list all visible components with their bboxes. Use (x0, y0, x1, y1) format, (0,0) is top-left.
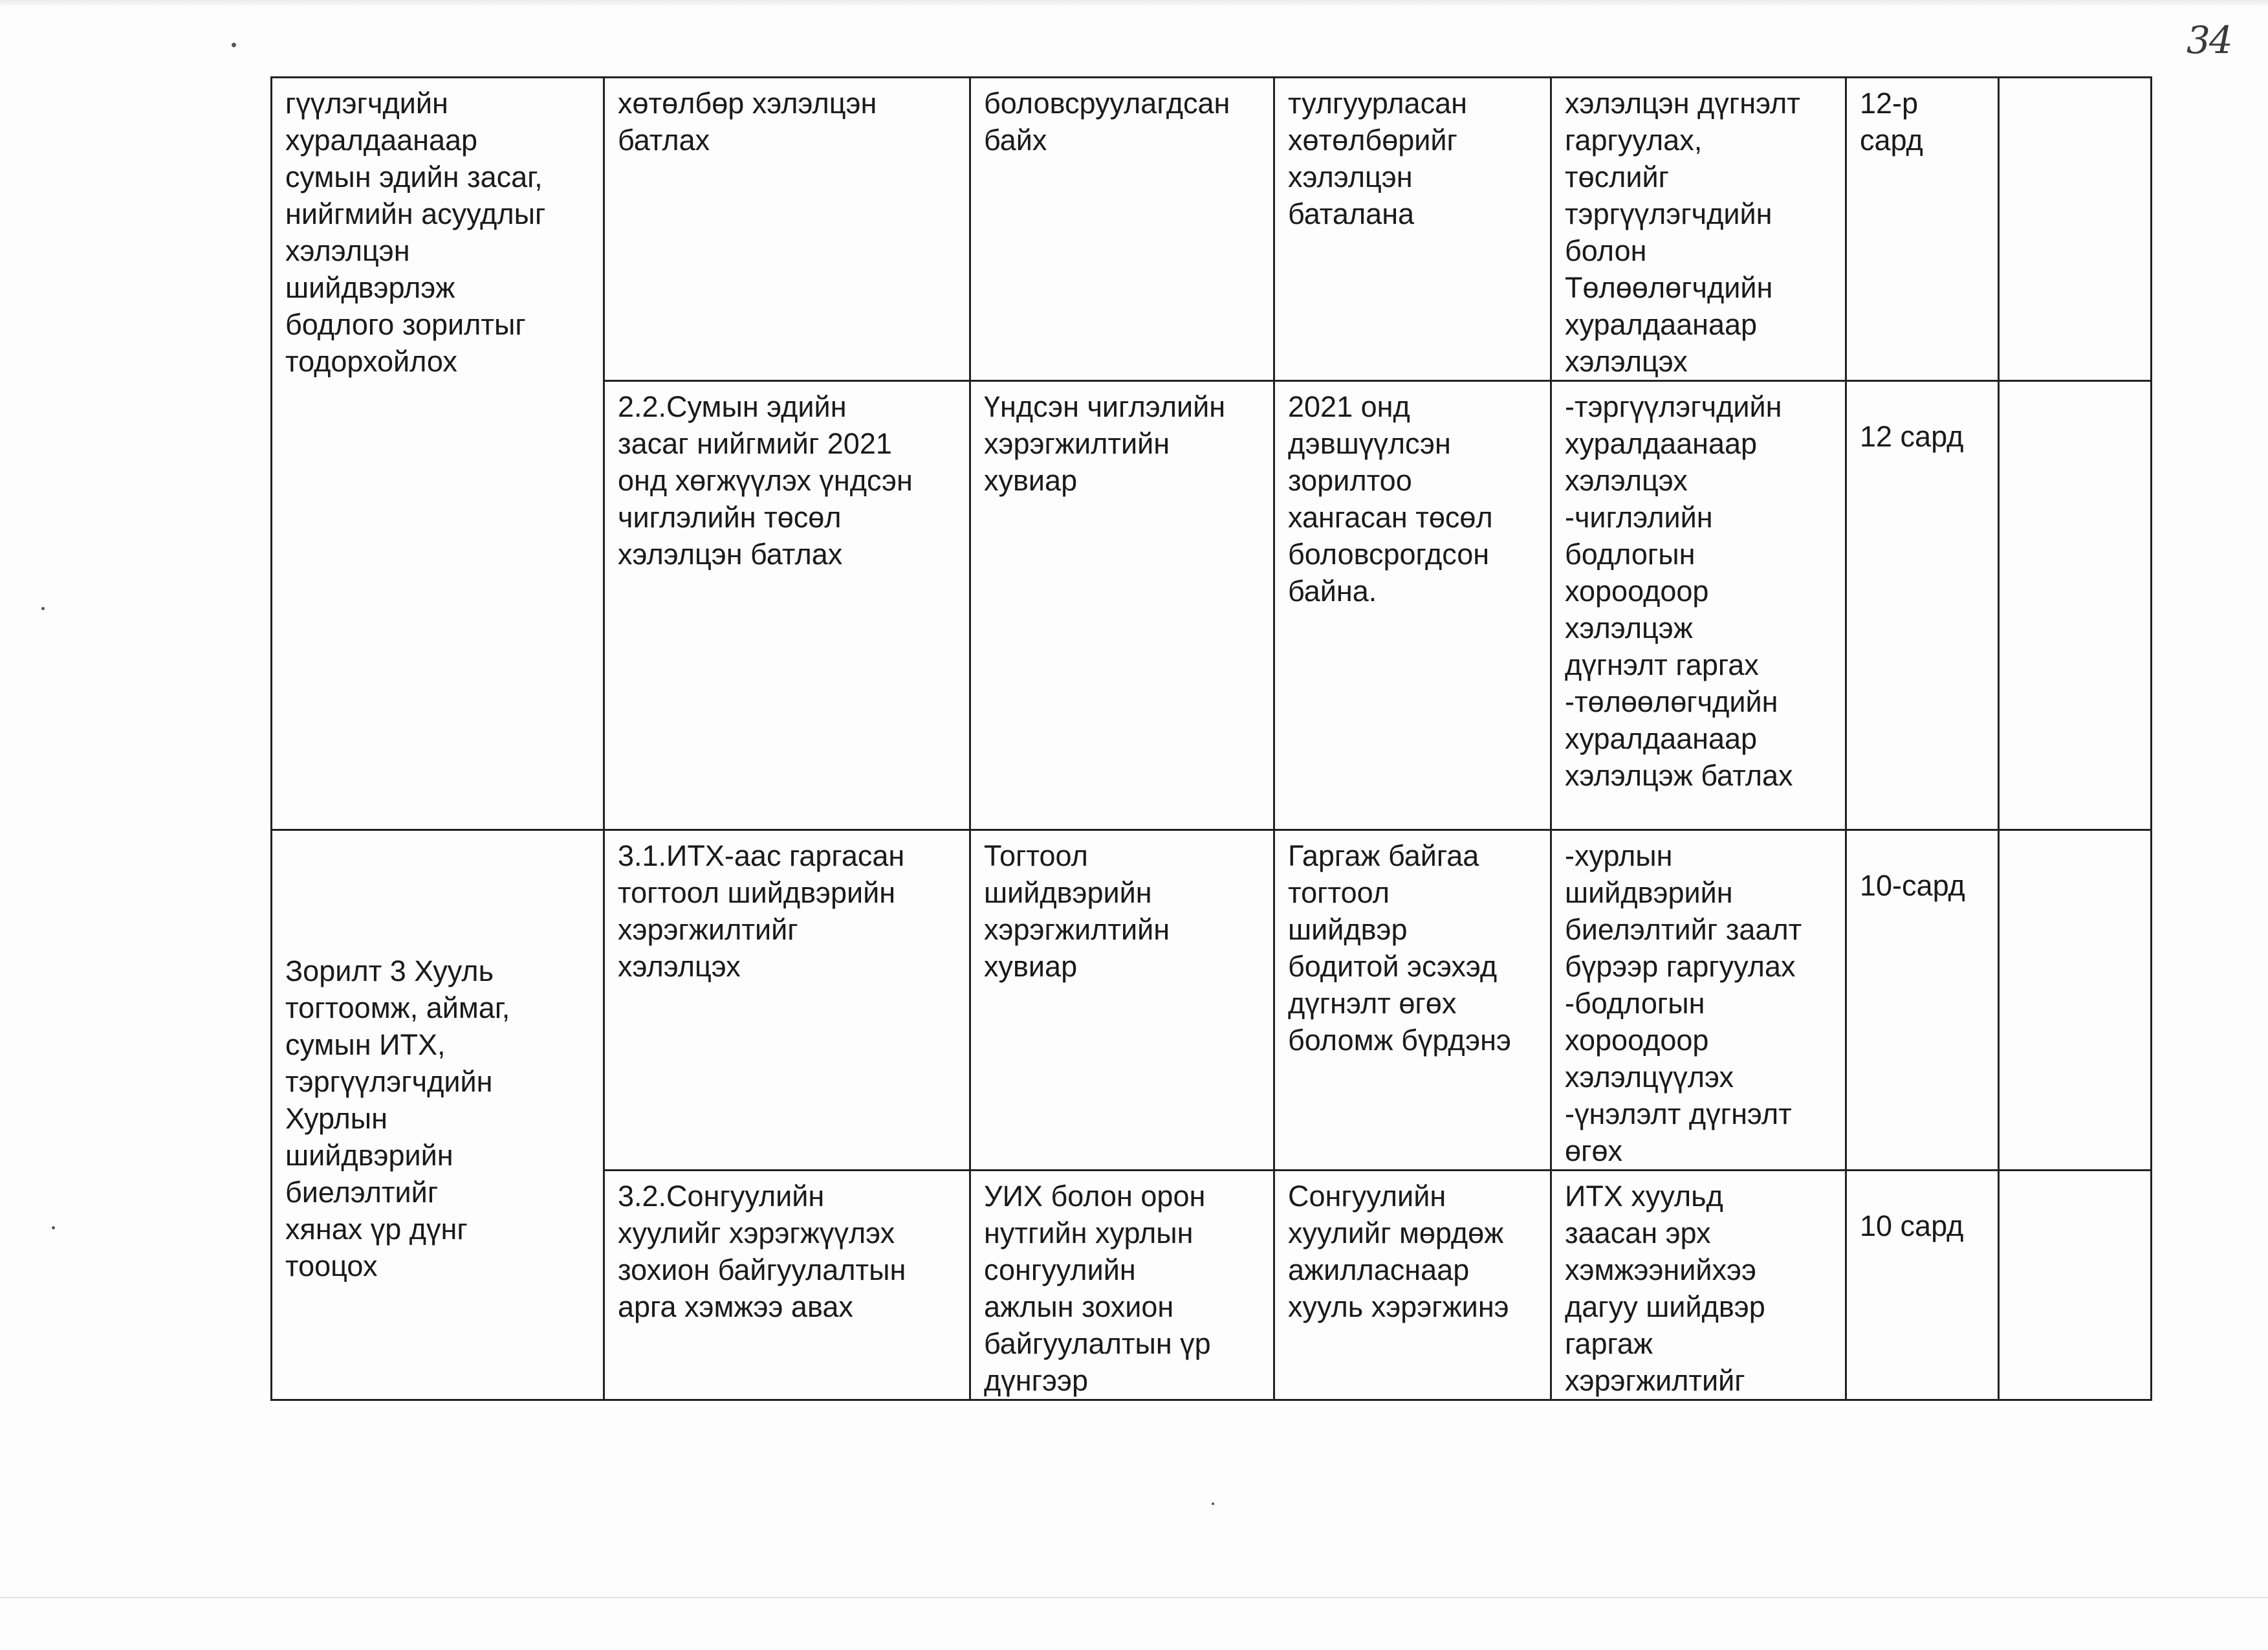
basis-text: УИХ болон орон нутгийн хурлын сонгуулийн ажлын зохион байгуулалтын үр дүнгээр (984, 1180, 1211, 1397)
basis-cell (970, 1171, 1274, 1400)
result-cell (1274, 78, 1551, 381)
basis-cell (970, 78, 1274, 381)
date-cell (1846, 78, 1999, 381)
note-cell (1999, 78, 2152, 381)
action-plan-table (270, 76, 2152, 1401)
date-text: 10-сард (1860, 869, 1965, 902)
method-cell (1551, 1171, 1846, 1400)
goal-cell (272, 830, 604, 1400)
date-cell (1846, 1171, 1999, 1400)
goal-text: Зорилт 3 Хууль тогтоомж, аймаг, сумын ИТХ, тэргүүлэгчдийн Хурлын шийдвэрийн биелэлтийг хянах үр дүнг тооцох (285, 954, 510, 1282)
result-text: Гаргаж байгаа тогтоол шийдвэр бодитой эсэхэд дүгнэлт өгөх боломж бүрдэнэ (1288, 839, 1511, 1057)
task-cell (604, 1171, 970, 1400)
task-cell (604, 78, 970, 381)
goal-text: гүүлэгчдийн хуралдаанаар сумын эдийн засаг, нийгмийн асуудлыг хэлэлцэн шийдвэрлэж бодлого зорилтыг тодорхойлох (285, 87, 546, 378)
result-text: тулгуурласан хөтөлбөрийг хэлэлцэн баталана (1288, 87, 1467, 230)
note-cell (1999, 1171, 2152, 1400)
method-text: хэлэлцэн дүгнэлт гаргуулах, төслийг тэргүүлэгчдийн болон Төлөөлөгчдийн хуралдаанаар хэлэлцэх (1565, 87, 1800, 378)
result-cell (1274, 1171, 1551, 1400)
basis-text: Тогтоол шийдвэрийн хэрэгжилтийн хувиар (984, 839, 1170, 983)
task-text: 2.2.Сумын эдийн засаг нийгмийг 2021 онд хөгжүүлэх үндсэн чиглэлийн төсөл хэлэлцэн батлах (618, 390, 913, 571)
task-cell (604, 830, 970, 1171)
basis-text: Үндсэн чиглэлийн хэрэгжилтийн хувиар (984, 390, 1226, 497)
method-text: ИТХ хуульд заасан эрх хэмжээнийхээ дагуу шийдвэр гаргаж хэрэгжилтийг (1565, 1180, 1765, 1397)
table-row (272, 830, 2152, 1171)
table-row (272, 78, 2152, 381)
result-cell (1274, 830, 1551, 1171)
scan-speck (232, 43, 236, 47)
method-cell (1551, 78, 1846, 381)
task-cell (604, 381, 970, 830)
date-text: 10 сард (1860, 1209, 1964, 1242)
date-text: 12 сард (1860, 420, 1964, 453)
basis-cell (970, 381, 1274, 830)
date-cell (1846, 830, 1999, 1171)
scan-top-edge (0, 0, 2268, 6)
task-text: хөтөлбөр хэлэлцэн батлах (618, 87, 877, 157)
result-text: 2021 онд дэвшүүлсэн зорилтоо хангасан төсөл боловсрогдсон байна. (1288, 390, 1493, 608)
scan-bottom-edge (0, 1597, 2268, 1598)
basis-text: боловсруулагдсан байх (984, 87, 1230, 157)
page-number: 34 (2186, 18, 2232, 62)
method-text: -хурлын шийдвэрийн биелэлтийг заалт бүрээр гаргуулах -бодлогын хороодоор хэлэлцүүлэх -үнэлэлт дүгнэлт өгөх (1565, 839, 1802, 1167)
scan-speck (41, 607, 45, 610)
method-text: -тэргүүлэгчдийн хуралдаанаар хэлэлцэх -чиглэлийн бодлогын хороодоор хэлэлцэж дүгнэлт гаргах -төлөөлөгчдийн хуралдаанаар хэлэлцэж батлах (1565, 390, 1793, 792)
method-cell (1551, 381, 1846, 830)
scan-speck (52, 1226, 55, 1229)
scan-speck (1212, 1502, 1214, 1505)
date-cell (1846, 381, 1999, 830)
task-text: 3.2.Сонгуулийн хуулийг хэрэгжүүлэх зохион байгуулалтын арга хэмжээ авах (618, 1180, 906, 1323)
note-cell (1999, 830, 2152, 1171)
method-cell (1551, 830, 1846, 1171)
goal-cell (272, 78, 604, 830)
result-cell (1274, 381, 1551, 830)
note-cell (1999, 381, 2152, 830)
basis-cell (970, 830, 1274, 1171)
date-text: 12-р сард (1860, 87, 1923, 157)
result-text: Сонгуулийн хуулийг мөрдөж ажилласнаар хууль хэрэгжинэ (1288, 1180, 1509, 1323)
task-text: 3.1.ИТХ-аас гаргасан тогтоол шийдвэрийн хэрэгжилтийг хэлэлцэх (618, 839, 905, 983)
